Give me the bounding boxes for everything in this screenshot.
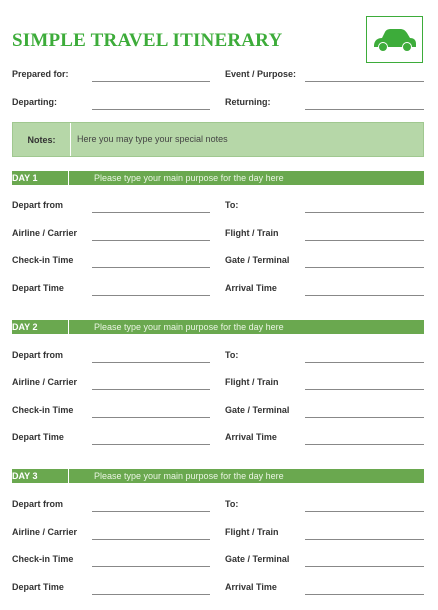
day-1-label: DAY 1 <box>12 171 69 185</box>
day-1-row-airline <box>12 226 424 246</box>
day-2-row-depart <box>12 348 424 368</box>
depart-from-label: Depart from <box>12 350 64 360</box>
day-3-label: DAY 3 <box>12 469 69 483</box>
day-3-bar <box>12 469 424 483</box>
car-icon <box>370 29 419 53</box>
to-label: To: <box>225 499 239 509</box>
to-field[interactable] <box>305 362 424 363</box>
arrival-time-label: Arrival Time <box>225 582 277 592</box>
airline-carrier-label: Airline / Carrier <box>12 228 78 238</box>
notes-box <box>12 122 424 157</box>
gate-terminal-field[interactable] <box>305 566 424 567</box>
returning-field[interactable] <box>305 109 424 110</box>
airline-carrier-field[interactable] <box>92 389 210 390</box>
event-purpose-label: Event / Purpose: <box>225 69 297 79</box>
depart-from-field[interactable] <box>92 212 210 213</box>
arrival-time-field[interactable] <box>305 295 424 296</box>
depart-from-label: Depart from <box>12 200 64 210</box>
flight-train-label: Flight / Train <box>225 228 279 238</box>
check-in-time-label: Check-in Time <box>12 405 74 415</box>
gate-terminal-field[interactable] <box>305 417 424 418</box>
day-1-bar <box>12 171 424 185</box>
arrival-time-field[interactable] <box>305 594 424 595</box>
day-3-row-airline <box>12 525 424 545</box>
day-1-row-checkin <box>12 253 424 273</box>
gate-terminal-label: Gate / Terminal <box>225 405 290 415</box>
check-in-time-label: Check-in Time <box>12 554 74 564</box>
prepared-for-field[interactable] <box>92 81 210 82</box>
depart-from-field[interactable] <box>92 362 210 363</box>
day-1-row-time <box>12 281 424 301</box>
depart-time-field[interactable] <box>92 594 210 595</box>
to-field[interactable] <box>305 511 424 512</box>
arrival-time-label: Arrival Time <box>225 432 277 442</box>
day-2-bar <box>12 320 424 334</box>
day-2-label: DAY 2 <box>12 320 69 334</box>
header-row-prepared <box>12 67 424 87</box>
day-1-purpose[interactable]: Please type your main purpose for the day here <box>94 173 284 183</box>
depart-time-field[interactable] <box>92 295 210 296</box>
flight-train-field[interactable] <box>305 539 424 540</box>
check-in-time-field[interactable] <box>92 267 210 268</box>
day-3-row-checkin <box>12 552 424 572</box>
flight-train-label: Flight / Train <box>225 377 279 387</box>
depart-time-label: Depart Time <box>12 582 64 592</box>
header-row-departing <box>12 95 424 115</box>
day-2-row-time <box>12 430 424 450</box>
depart-time-label: Depart Time <box>12 432 64 442</box>
check-in-time-field[interactable] <box>92 417 210 418</box>
arrival-time-field[interactable] <box>305 444 424 445</box>
arrival-time-label: Arrival Time <box>225 283 277 293</box>
airline-carrier-field[interactable] <box>92 240 210 241</box>
airline-carrier-label: Airline / Carrier <box>12 527 78 537</box>
day-3-row-time <box>12 580 424 600</box>
flight-train-field[interactable] <box>305 240 424 241</box>
day-2-purpose[interactable]: Please type your main purpose for the day here <box>94 322 284 332</box>
day-2-row-airline <box>12 375 424 395</box>
to-field[interactable] <box>305 212 424 213</box>
departing-field[interactable] <box>92 109 210 110</box>
to-label: To: <box>225 350 239 360</box>
departing-label: Departing: <box>12 97 57 107</box>
flight-train-label: Flight / Train <box>225 527 279 537</box>
check-in-time-field[interactable] <box>92 566 210 567</box>
returning-label: Returning: <box>225 97 271 107</box>
gate-terminal-field[interactable] <box>305 267 424 268</box>
logo-box <box>366 16 423 63</box>
gate-terminal-label: Gate / Terminal <box>225 554 290 564</box>
day-3-row-depart <box>12 497 424 517</box>
event-purpose-field[interactable] <box>305 81 424 82</box>
flight-train-field[interactable] <box>305 389 424 390</box>
check-in-time-label: Check-in Time <box>12 255 74 265</box>
prepared-for-label: Prepared for: <box>12 69 69 79</box>
depart-from-field[interactable] <box>92 511 210 512</box>
day-1-row-depart <box>12 198 424 218</box>
notes-label: Notes: <box>13 123 71 156</box>
day-2-row-checkin <box>12 403 424 423</box>
depart-from-label: Depart from <box>12 499 64 509</box>
document-title: SIMPLE TRAVEL ITINERARY <box>12 30 283 51</box>
depart-time-label: Depart Time <box>12 283 64 293</box>
airline-carrier-label: Airline / Carrier <box>12 377 78 387</box>
airline-carrier-field[interactable] <box>92 539 210 540</box>
day-3-purpose[interactable]: Please type your main purpose for the day here <box>94 471 284 481</box>
depart-time-field[interactable] <box>92 444 210 445</box>
gate-terminal-label: Gate / Terminal <box>225 255 290 265</box>
notes-text[interactable]: Here you may type your special notes <box>77 134 228 144</box>
to-label: To: <box>225 200 239 210</box>
